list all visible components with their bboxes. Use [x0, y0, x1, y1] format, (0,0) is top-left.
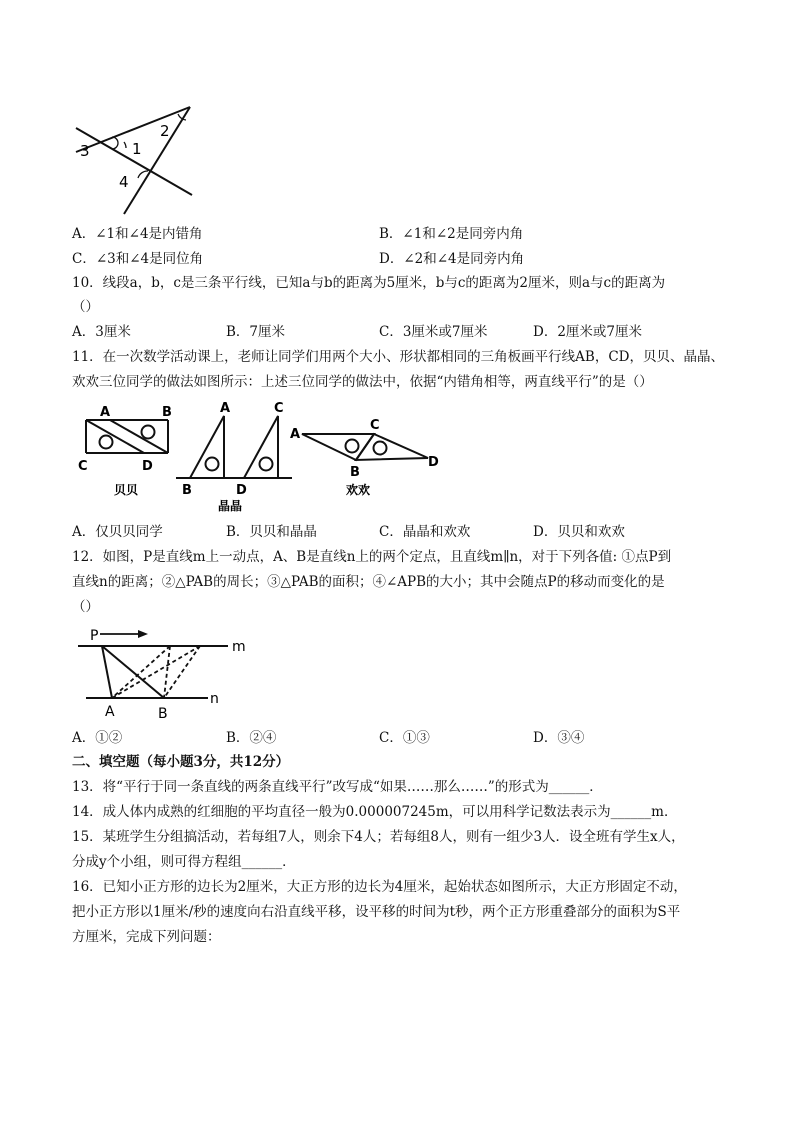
- q12-label-p: P: [90, 628, 99, 644]
- q12-label-b: B: [158, 706, 168, 720]
- q9-option-c[interactable]: C．∠3和∠4是同位角: [72, 251, 204, 267]
- jingjing-diagram: [176, 401, 292, 513]
- beibei-label-a: A: [100, 405, 111, 420]
- section2-title: 二、填空题（每小题3分，共12分）: [72, 754, 290, 770]
- q16-line3: 方厘米，完成下列问题：: [72, 929, 221, 945]
- jingjing-label-c: C: [274, 401, 284, 416]
- q12-option-a[interactable]: A．①②: [72, 730, 123, 746]
- q9-angle-figure: [72, 104, 200, 216]
- beibei-label-d: D: [142, 459, 153, 474]
- q11-option-b[interactable]: B．贝贝和晶晶: [226, 524, 317, 540]
- q10-option-c[interactable]: C．3厘米或7厘米: [379, 324, 488, 340]
- q9-option-d[interactable]: D．∠2和∠4是同旁内角: [379, 251, 525, 267]
- q12-stem-line1: 12．如图，P是直线m上一动点，A、B是直线n上的两个定点，且直线m∥n，对于下列各值: ①点P到: [72, 549, 672, 565]
- beibei-label-b: B: [162, 405, 172, 420]
- beibei-diagram: [78, 405, 172, 497]
- q15-line1: 15．某班学生分组搞活动，若每组7人，则余下4人；若每组8人，则有一组少3人．设全班有学生x人，: [72, 829, 685, 845]
- q12-label-a: A: [105, 704, 115, 720]
- angle-label-4: 4: [119, 173, 129, 191]
- huanhuan-label-b: B: [350, 465, 360, 480]
- huanhuan-label-a: A: [290, 427, 301, 442]
- q12-stem-line3: （）: [72, 599, 99, 615]
- huanhuan-diagram: [290, 418, 439, 497]
- huanhuan-label-d: D: [428, 455, 439, 470]
- jingjing-label-b: B: [182, 483, 192, 498]
- q12-option-c[interactable]: C．①③: [379, 730, 430, 746]
- q10-option-b[interactable]: B．7厘米: [226, 324, 286, 340]
- angle-label-2: 2: [160, 122, 170, 140]
- q12-option-b[interactable]: B．②④: [226, 730, 277, 746]
- jingjing-caption: 晶晶: [218, 499, 243, 513]
- q10-stem-line1: 10．线段a，b，c是三条平行线，已知a与b的距离为5厘米，b与c的距离为2厘米，则a与c的距离为: [72, 275, 666, 291]
- q11-option-c[interactable]: C．晶晶和欢欢: [379, 524, 471, 540]
- beibei-caption: 贝贝: [114, 483, 139, 497]
- q11-triangle-methods-figure: [72, 398, 444, 516]
- huanhuan-caption: 欢欢: [346, 483, 371, 497]
- q15-line2: 分成y个小组，则可得方程组______．: [72, 854, 296, 870]
- angle-label-1: 1: [132, 140, 142, 158]
- angle-label-3: 3: [80, 142, 90, 160]
- q10-option-a[interactable]: A．3厘米: [72, 324, 131, 340]
- beibei-label-c: C: [78, 459, 88, 474]
- q10-option-d[interactable]: D．2厘米或7厘米: [533, 324, 643, 340]
- q9-option-b[interactable]: B．∠1和∠2是同旁内角: [379, 226, 524, 242]
- jingjing-label-a: A: [220, 401, 231, 416]
- q9-option-a[interactable]: A．∠1和∠4是内错角: [72, 226, 203, 242]
- q12-parallel-lines-figure: [72, 624, 252, 720]
- q16-line2: 把小正方形以1厘米/秒的速度向右沿直线平移，设平移的时间为t秒，两个正方形重叠部分的面积为S平: [72, 904, 681, 920]
- q12-stem-line2: 直线n的距离；②△PAB的周长；③△PAB的面积；④∠APB的大小；其中会随点P的移动而变化的是: [72, 574, 665, 590]
- q16-line1: 16．已知小正方形的边长为2厘米，大正方形的边长为4厘米，起始状态如图所示，大正方形固定不动，: [72, 879, 687, 895]
- q11-option-a[interactable]: A．仅贝贝同学: [72, 524, 163, 540]
- huanhuan-label-c: C: [370, 418, 380, 433]
- q10-stem-line2: （）: [72, 299, 99, 315]
- q11-stem-line1: 11．在一次数学活动课上，老师让同学们用两个大小、形状都相同的三角板画平行线AB，CD，贝贝、晶晶、: [72, 349, 724, 365]
- q11-option-d[interactable]: D．贝贝和欢欢: [533, 524, 625, 540]
- q11-stem-line2: 欢欢三位同学的做法如图所示：上述三位同学的做法中，依据“内错角相等，两直线平行”的是（）: [72, 374, 653, 390]
- q14-text: 14．成人体内成熟的红细胞的平均直径一般为0.000007245m，可以用科学记数法表示为______m．: [72, 804, 678, 820]
- jingjing-label-d: D: [236, 483, 247, 498]
- q13-text: 13．将“平行于同一条直线的两条直线平行”改写成“如果……那么……”的形式为______．: [72, 779, 603, 795]
- q12-option-d[interactable]: D．③④: [533, 730, 585, 746]
- q12-label-m: m: [232, 639, 246, 655]
- q12-label-n: n: [210, 691, 219, 707]
